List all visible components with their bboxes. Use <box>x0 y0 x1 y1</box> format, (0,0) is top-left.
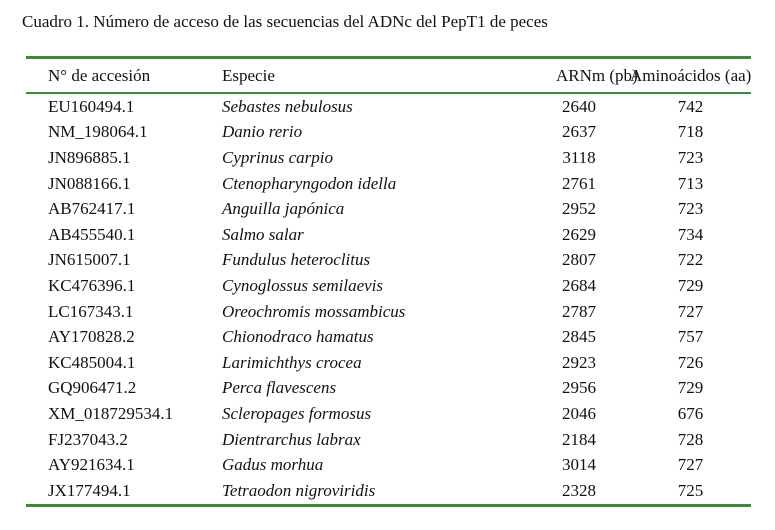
mrna-cell: 2640 <box>562 96 596 116</box>
species-cell: Tetraodon nigroviridis <box>222 480 376 500</box>
species-cell: Cynoglossus semilaevis <box>222 275 384 295</box>
header-amino-acids: Aminoácidos (aa) <box>630 66 752 85</box>
accession-cell: AB762417.1 <box>48 199 136 219</box>
top-rule <box>26 56 751 59</box>
mrna-cell: 2684 <box>562 275 596 295</box>
mrna-cell: 2629 <box>562 224 596 244</box>
amino-acids-cell: 728 <box>677 429 704 449</box>
amino-acids-cell: 676 <box>677 403 704 423</box>
species-cell: Ctenopharyngodon idella <box>222 173 397 193</box>
mrna-cell: 2807 <box>562 250 596 270</box>
header-row <box>26 62 751 90</box>
table-row <box>26 401 751 427</box>
header-mrna: ARNm (pb) <box>556 66 638 85</box>
mrna-cell: 2956 <box>562 378 596 398</box>
amino-acids-cell: 725 <box>677 480 704 500</box>
table-row <box>26 196 751 222</box>
table-row <box>26 452 751 478</box>
table-row <box>26 376 751 402</box>
species-cell: Anguilla japónica <box>222 199 345 219</box>
accession-cell: JN615007.1 <box>48 250 131 270</box>
amino-acids-cell: 729 <box>677 275 704 295</box>
amino-acids-cell: 723 <box>677 199 704 219</box>
amino-acids-cell: 734 <box>677 224 704 244</box>
table-caption: Cuadro 1. Número de acceso de las secuencias del ADNc del PepT1 de peces <box>22 12 548 31</box>
table-row <box>26 222 751 248</box>
species-cell: Cyprinus carpio <box>222 147 333 167</box>
amino-acids-cell: 722 <box>677 250 704 270</box>
accession-cell: JX177494.1 <box>48 480 131 500</box>
mrna-cell: 2184 <box>562 429 596 449</box>
mrna-cell: 2923 <box>562 352 596 372</box>
species-cell: Scleropages formosus <box>222 403 372 423</box>
mrna-cell: 2046 <box>562 403 596 423</box>
amino-acids-cell: 742 <box>677 96 704 116</box>
mrna-cell: 2845 <box>562 327 596 347</box>
table-row <box>26 94 751 120</box>
amino-acids-cell: 757 <box>677 327 704 347</box>
accession-cell: NM_198064.1 <box>48 122 148 142</box>
species-cell: Perca flavescens <box>222 378 337 398</box>
species-cell: Sebastes nebulosus <box>222 96 353 116</box>
accession-cell: AY170828.2 <box>48 327 135 347</box>
species-cell: Danio rerio <box>222 122 303 142</box>
amino-acids-cell: 729 <box>677 378 704 398</box>
mrna-cell: 2787 <box>562 301 596 321</box>
mrna-cell: 2761 <box>562 173 596 193</box>
amino-acids-cell: 718 <box>677 122 704 142</box>
amino-acids-cell: 723 <box>677 147 704 167</box>
accession-cell: EU160494.1 <box>48 96 135 116</box>
table-row <box>26 299 751 325</box>
species-cell: Dientrarchus labrax <box>222 429 361 449</box>
amino-acids-cell: 726 <box>677 352 704 372</box>
accession-cell: AY921634.1 <box>48 455 135 475</box>
amino-acids-cell: 713 <box>677 173 704 193</box>
amino-acids-cell: 727 <box>677 455 704 475</box>
bottom-rule <box>26 504 751 507</box>
table-row <box>26 248 751 274</box>
table-row <box>26 171 751 197</box>
species-cell: Fundulus heteroclitus <box>222 250 371 270</box>
table-body <box>26 94 751 504</box>
header-species: Especie <box>222 66 275 85</box>
table-row <box>26 273 751 299</box>
table-row <box>26 350 751 376</box>
mrna-cell: 3014 <box>562 455 596 475</box>
accession-cell: KC485004.1 <box>48 352 136 372</box>
accession-cell: GQ906471.2 <box>48 378 137 398</box>
accession-cell: JN088166.1 <box>48 173 131 193</box>
header-accession: N° de accesión <box>48 66 151 85</box>
accession-cell: XM_018729534.1 <box>48 403 174 423</box>
table-row <box>26 427 751 453</box>
amino-acids-cell: 727 <box>677 301 704 321</box>
table-row <box>26 120 751 146</box>
species-cell: Larimichthys crocea <box>222 352 362 372</box>
accession-cell: FJ237043.2 <box>48 429 128 449</box>
accession-cell: LC167343.1 <box>48 301 134 321</box>
species-cell: Oreochromis mossambicus <box>222 301 406 321</box>
species-cell: Gadus morhua <box>222 455 324 475</box>
accession-cell: JN896885.1 <box>48 147 131 167</box>
table-row <box>26 324 751 350</box>
table-header <box>26 62 751 90</box>
table-row <box>26 145 751 171</box>
table-row <box>26 478 751 504</box>
species-cell: Salmo salar <box>222 224 304 244</box>
mrna-cell: 2952 <box>562 199 596 219</box>
mrna-cell: 3118 <box>562 147 596 167</box>
mrna-cell: 2637 <box>562 122 596 142</box>
mrna-cell: 2328 <box>562 480 596 500</box>
accession-cell: AB455540.1 <box>48 224 136 244</box>
accession-cell: KC476396.1 <box>48 275 136 295</box>
species-cell: Chionodraco hamatus <box>222 327 374 347</box>
